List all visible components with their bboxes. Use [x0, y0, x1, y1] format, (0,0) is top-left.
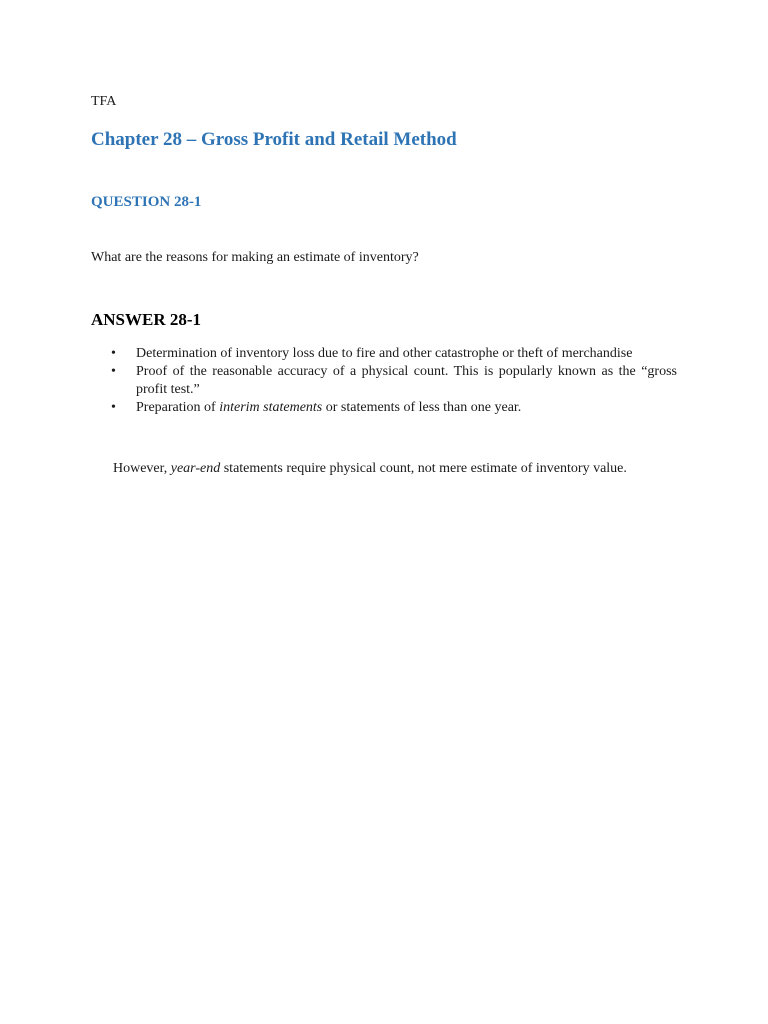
closing-note-before: However,	[113, 461, 171, 476]
header-tag: TFA	[91, 94, 117, 109]
closing-note-after: statements require physical count, not mere estimate of inventory value.	[220, 461, 627, 476]
question-text: What are the reasons for making an estimate of inventory?	[91, 250, 419, 265]
answer-item	[91, 363, 677, 399]
bullet-icon: •	[111, 364, 116, 379]
answer-heading: ANSWER 28-1	[91, 310, 202, 329]
answer-item-text-after: or statements of less than one year.	[322, 400, 522, 415]
answer-item-emphasis: interim statements	[219, 400, 323, 415]
answer-item	[91, 399, 677, 417]
answer-item-text: Determination of inventory loss due to fire and other catastrophe or theft of merchandise	[136, 346, 633, 361]
answer-item	[91, 345, 677, 363]
chapter-title: Chapter 28 – Gross Profit and Retail Method	[91, 129, 457, 150]
bullet-icon: •	[111, 400, 116, 415]
answer-item-text-before: Preparation of	[136, 400, 220, 415]
answer-item-text: Proof of the reasonable accuracy of a physical count. This is popularly known as the “gross profit test.”	[136, 364, 677, 397]
bullet-icon: •	[111, 346, 116, 361]
closing-note	[113, 461, 627, 477]
closing-note-emphasis: year-end	[170, 461, 221, 476]
question-heading: QUESTION 28-1	[91, 194, 202, 210]
answer-list	[91, 345, 677, 417]
